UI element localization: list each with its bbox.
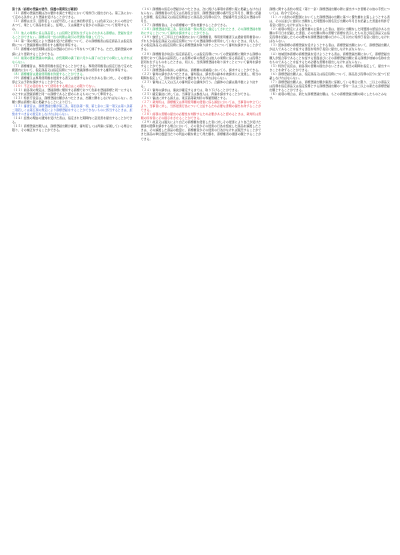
paragraph: （１０）不正の目的をもつて使用をする場合はこの限りでない。 bbox=[12, 83, 98, 88]
paragraph: （１）商標の登録出願は次の要件を満たす場合において特許庁に提出される。第三条において定める条件により登録を受けることができる。 bbox=[12, 11, 133, 20]
paragraph: （８）前項の場合は、新たな商標登録出願は、もとの商標登録出願の時にしたものとみなす。 bbox=[269, 91, 387, 101]
paragraph: （２３）審判は三人又は五人の審判官の合議体が行う。合議体の合議は過半数により決する。 bbox=[140, 79, 259, 88]
paragraph: （５）特許庁長官は、前各項の書類の提出がないときは、相当の期間を指定して、提出すべきことを命ずることができる。 bbox=[269, 63, 390, 72]
paragraph: （２１）商標登録の取消しの審判は、商標権の消滅後においても、請求することができる。 bbox=[140, 67, 262, 72]
column-3 bbox=[269, 7, 390, 545]
paragraph: （１５）商標登録出願人は、商標登録出願が審査、審判若しくは再審に係属している場合に限り、その補正をすることができる。 bbox=[12, 124, 133, 133]
paragraph: （１１）前各項の規定は、登録商標に類似する商標であつて色彩を登録商標と同一にするものとすれば登録商標と同一の商標であると認められるものについて準用する。 bbox=[12, 87, 133, 96]
paragraph: （２６）審決に対する訴えは、東京高等裁判所の専属管轄とする。 bbox=[140, 96, 229, 101]
paragraph: （７）商標登録出願人は、商標登録出願が審査に係属している場合に限り、二以上の商品又は役務を指定商品又は指定役務とする商標登録出願の一部を一又は二以上の新たな商標登録出願とすることができる。 bbox=[269, 79, 390, 92]
paragraph: （２７）裁判所は、商標権又は専用使用権の侵害に係る訴訟においては、当事者の申立てにより、当事者に対し、当該侵害行為について立証するため必要な書類の提出を命ずることができる。 bbox=[140, 100, 262, 113]
paragraph: （１６）商標権の設定の登録があつたときは、次に掲げる事項を商標公報に掲載しなければならない。商標権者の氏名又は名称及び住所、商標登録出願の番号及び年月日、願書に記載した商標、指定商品又は指定役務並びに商品及び役務の区分、登録番号及び設定の登録の年月日。 bbox=[140, 7, 262, 24]
paragraph: （２）前項の規定による優先権の主張をした者は、最初に出願をした同盟国の認証がある出願の年月日を記載した書面、その出願の際の書類で商標を表示したもの及び指定商品又は指定役務を記載したものの謄本を商標登録出願の日から三月以内に特許庁長官に提出しなければならない。 bbox=[269, 27, 390, 44]
paragraph: （１３）審査官は、商標登録出願が第三条、第四条第一項、第七条の二第一項又は第八条第二項若しくは第五項の規定により商標登録をすることができないものに該当するときは、拒絶をすべき旨の査定をしなければならない。 bbox=[12, 104, 133, 117]
paragraph: （１８）商標登録が第三条、第四条第一項の規定に違反してされたとき、その商標登録を無効にすることについて審判を請求することができる。 bbox=[140, 27, 261, 36]
paragraph: （２）商標は文字、図形若しくは記号若しくは立体的形状若しくは色彩又はこれらの結合であつて、業として商品を生産し、証明し、又は譲渡する者がその商品について使用するもの。 bbox=[12, 19, 133, 32]
paragraph: 第十条（商標の登録の要件、保護の期間及び範囲） bbox=[12, 7, 80, 11]
paragraph: （７）商標権者は、専用使用権を設定することができる。専用使用権者は設定行為で定めた範囲内において、指定商品又は指定役務について登録商標の使用をする権利を専有する。 bbox=[12, 63, 133, 72]
paragraph: （４）地域団体商標の商標登録を受けようとする者は、商標登録出願において、商標登録出願人が組合等であることを証する書面並びにその商標登録出願に係る商標が地域の名称を含むものであることを証するため必要な書類を提出しなければならない。 bbox=[269, 51, 390, 64]
paragraph: （１２）特許庁長官は、商標登録出願があつたときは、出願公開をしなければならない。出願公開は商標公報に掲載することにより行う。 bbox=[12, 96, 133, 105]
paragraph: （６）前項の更新登録の申請は、存続期間の満了前六月から満了の日までの間にしなければならない。 bbox=[12, 55, 133, 64]
paragraph: （８）商標権者は通常使用権を許諾することができる。 bbox=[12, 71, 86, 76]
paragraph: （９）商標権又は専用使用権を侵害する者又は侵害するおそれがある者に対し、その侵害の停止又は予防を請求することができる。 bbox=[12, 75, 133, 84]
paragraph: （２９）故意又は過失により自己の商標権を侵害した者に対しその侵害により自己が受けた損害の賠償を請求する場合において、その者がその侵害の行為を組成した商品を譲渡したときは、その譲渡した商品の数量に、商標権者がその侵害の行為がなければ販売することができた商品の単位数量当たりの利益の額を乗じて得た額を、商標権者の損害の額とすることができる。 bbox=[140, 120, 262, 141]
paragraph: （２０）商標権者が故意に指定商品若しくは指定役務についての登録商標に類似する商標の使用であつて商品の品質若しくは役務の質の誤認又は他人の業務に係る商品若しくは役務と混同を生ずるものをしたときは、何人も、当該商標登録を取り消すことについて審判を請求することができる。 bbox=[140, 51, 262, 68]
paragraph: （５）商標権の存続期間は設定の登録の日から十年をもつて終了する。ただし更新登録の申請により更新することができる。 bbox=[12, 47, 133, 56]
paragraph: （２２）審判の請求があつたときは、審判長は、請求書の副本を被請求人に送達し、相当の期間を指定して、答弁書を提出する機会を与えなければならない。 bbox=[140, 71, 262, 80]
paragraph: （２５）確定審決に対しては、当事者又は参加人は、再審を請求することができる。 bbox=[140, 91, 253, 96]
paragraph: （１４）拒絶の理由の通知を受けた者は、指定された期間内に意見書を提出することができる。 bbox=[12, 116, 133, 125]
text-columns bbox=[12, 7, 390, 545]
paragraph: （１９）継続して三年以上日本国内において商標権者、専用使用権者又は通常使用権者のいずれもが各指定商品又は指定役務についての登録商標の使用をしていないときは、何人も、その指定商品又は指定役務に係る商標登録を取り消すことについて審判を請求することができる。 bbox=[140, 35, 262, 52]
paragraph: （３）団体商標の商標登録を受けようとする者は、商標登録出願において、商標登録出願人が法人であることを証する書面を特許庁長官に提出しなければならない。 bbox=[269, 43, 390, 52]
paragraph: 商標に関する条約の規定（第十一条）商標登録出願の際に提出すべき書類その他の手続については、政令で定める。 bbox=[269, 7, 390, 16]
paragraph: （３）他人の業務に係る商品若しくは役務と混同を生ずるおそれがある商標は、登録を受けることができない。商標の同一性の判断は取引の実情を考慮して行う。 bbox=[12, 31, 133, 40]
paragraph: （２８）前項の書類の提出の必要性を判断するため必要があると認めるときは、裁判所は書類の所持者にその提示をさせることができる。 bbox=[140, 112, 262, 121]
paragraph: （１）パリ条約の同盟国においてした商標登録の出願に基づく優先権を主張しようとする者は、その旨並びに最初に出願をした同盟国の国名及び出願の年月日を記載した書面を特許庁長官に提出しなければならない。 bbox=[269, 15, 390, 28]
paragraph: （６）商標登録出願人は、指定商品又は指定役務について、商品及び役務の区分に従つて記載しなければならない。 bbox=[269, 71, 390, 80]
column-1 bbox=[12, 7, 133, 545]
paragraph: （４）第一項の規定により登録を受けた商標について、その商標権者は指定商品又は指定役務について登録商標の使用をする権利を専有する。 bbox=[12, 39, 133, 48]
paragraph: （１７）商標権者は、その商標権の一部を放棄することができる。 bbox=[140, 23, 229, 28]
column-2 bbox=[141, 7, 262, 545]
paragraph: （２４）審判の請求は、審決が確定するまでは、取り下げることができる。 bbox=[140, 87, 241, 92]
